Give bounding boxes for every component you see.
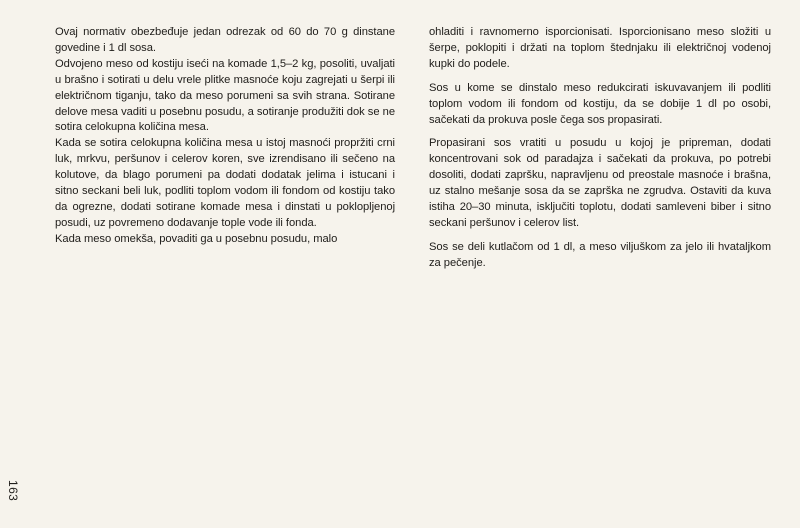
page-number: 163 — [6, 480, 20, 502]
paragraph-sauce-finishing: Propasirani sos vratiti u posudu u kojoj je pripreman, dodati koncentrovani sok od paradajza i sačekati da prokuva, po potrebi dosoliti, dodati zapršku, napravljenu od preostale masnoće i brašna, uz stalno mešanje sosa da se zaprška ne zgrudva. Ostaviti da kuva istiha 20–30 minuta, isključiti toplotu, dodati samleveni biber i sitno seckani peršunov i celerov list. — [429, 137, 771, 229]
right-text-column — [429, 25, 771, 280]
paragraph-yield: Ovaj normativ obezbeđuje jedan odrezak od 60 do 70 g dinstane govedine i 1 dl sosa. — [55, 26, 395, 54]
paragraph-vegetables: Kada se sotira celokupna količina mesa u istoj masnoći propržiti crni luk, mrkvu, peršunov i celerov koren, sve izrendisano ili sečeno na kolutove, da blago porumeni pa dodati dodatak jelima i istucani i sitno seckani beli luk, podliti toplom vodom ili fondom od kostiju tako da ogrezne, dodati sotirane komade mesa i dinstati u poklopljenoj posudi, uz povremeno dodavanje tople vode ili fonda. — [55, 137, 395, 229]
paragraph-meso-omeksa: Kada meso omekša, povaditi ga u posebnu posudu, malo — [55, 232, 338, 245]
paragraph-sauteing: Odvojeno meso od kostiju iseći na komade 1,5–2 kg, posoliti, uvaljati u brašno i sotirati u delu vrele plitke masnoće koju zagrejati u šerpi ili električnom tiganju, tako da meso porumeni sa svih strana. Sotirane delove mesa vaditi u posebnu posudu, a sotiranje produžiti dok se ne sotira celokupna količina mesa. — [55, 57, 395, 134]
left-text-column — [55, 25, 395, 248]
paragraph-portioning: ohladiti i ravnomerno isporcionisati. Isporcionisano meso složiti u šerpe, poklopiti i držati na toplom štednjaku ili električnoj vodenoj kupki do podele. — [429, 26, 771, 70]
paragraph-serving: Sos se deli kutlačom od 1 dl, a meso viljuškom za jelo ili hvataljkom za pečenje. — [429, 240, 771, 269]
paragraph-sauce-reduction: Sos u kome se dinstalo meso redukcirati iskuvavanjem ili podliti toplom vodom ili fondom od kostiju, da se dobije 1 dl po osobi, sačekati da prokuva posle čega sos propasirati. — [429, 81, 771, 126]
